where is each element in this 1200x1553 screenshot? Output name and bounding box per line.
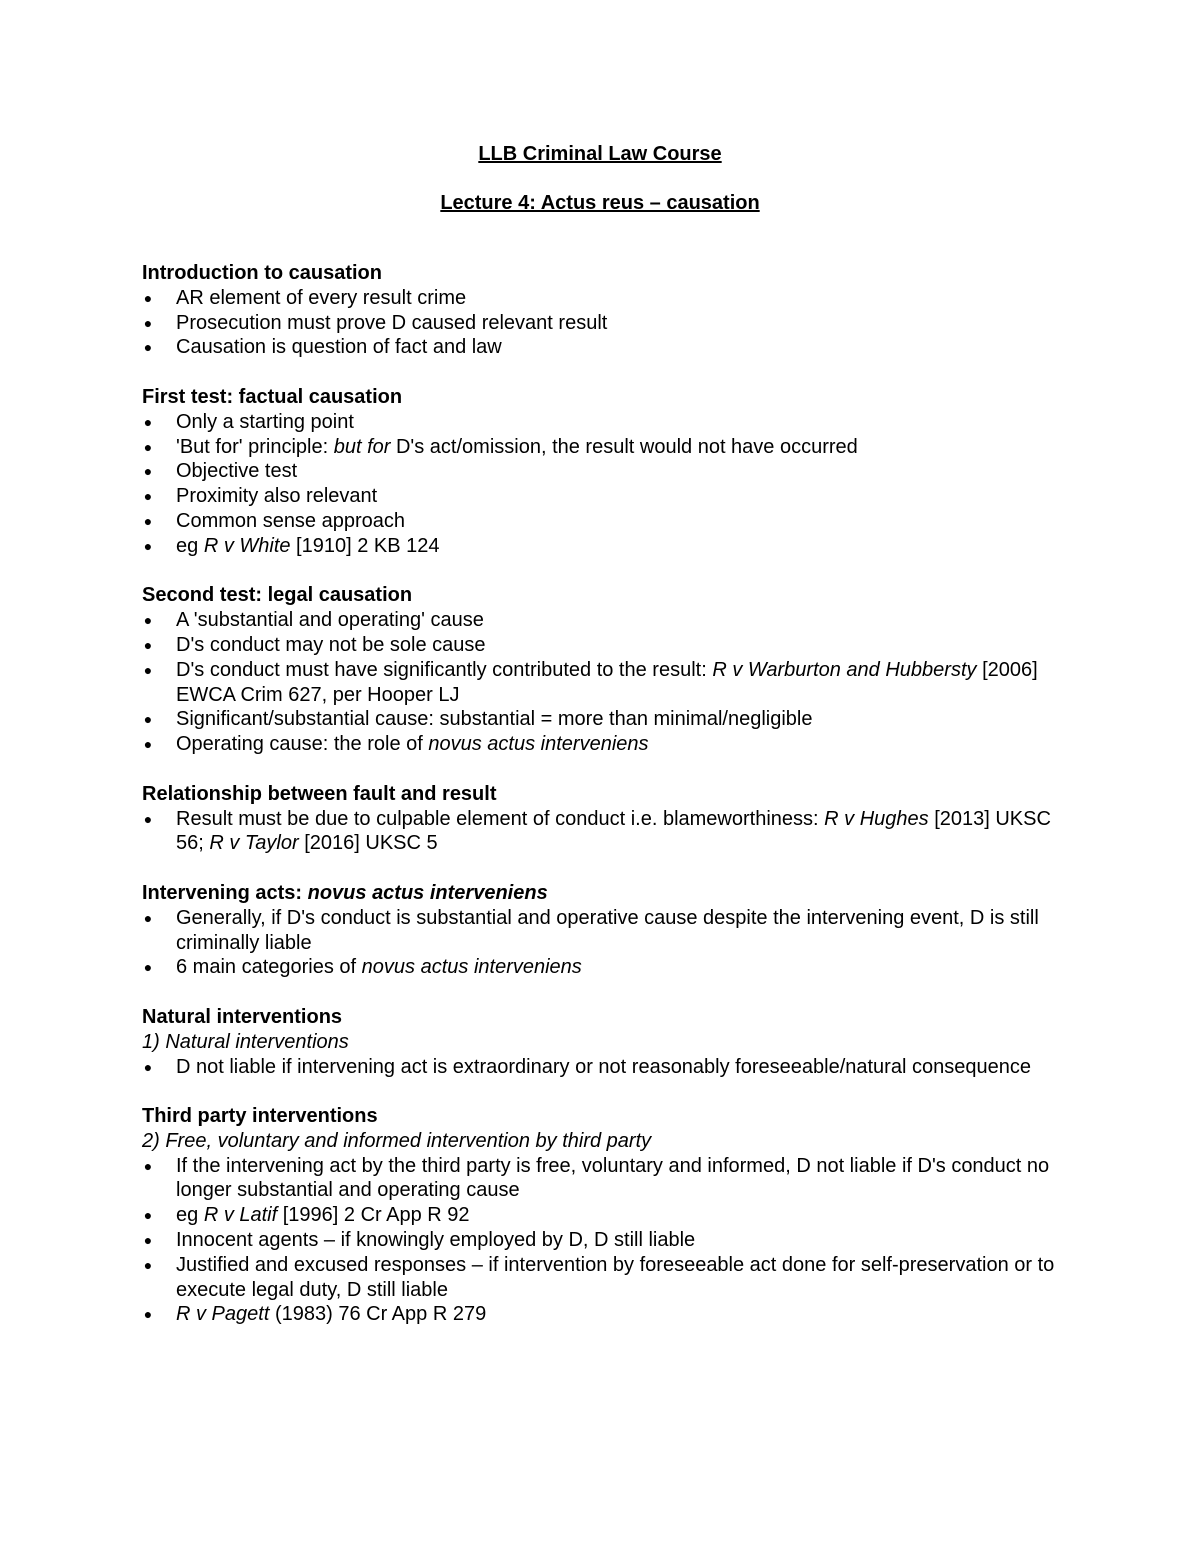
bullet-icon: ● [143, 413, 153, 430]
section-heading-text: Introduction to causation [142, 262, 382, 284]
bullet-list [142, 286, 1072, 360]
list-item-text: [1910] 2 KB 124 [290, 534, 440, 557]
list-item-text: Significant/substantial cause: substantial = more than minimal/negligible [176, 708, 813, 731]
list-item-text: Only a starting point [176, 410, 354, 433]
list-item-text: Prosecution must prove D caused relevant result [176, 311, 608, 334]
list-item [142, 311, 1072, 336]
section-heading-text: First test: factual causation [142, 385, 403, 408]
list-item [142, 1154, 1072, 1204]
case-citation: R v Taylor [209, 832, 299, 855]
section-subheading: 2) Free, voluntary and informed intervention by third party [142, 1129, 652, 1152]
bullet-icon: ● [143, 1207, 153, 1224]
section-heading [142, 1005, 1072, 1030]
section-subheading: 1) Natural interventions [142, 1030, 349, 1053]
section-heading-text: Relationship between fault and result [142, 782, 497, 805]
bullet-icon: ● [143, 1058, 153, 1075]
lecture-title: Lecture 4: Actus reus – causation [440, 192, 760, 214]
section-heading [142, 261, 1072, 286]
list-item-text: Innocent agents – if knowingly employed by D, D still liable [176, 1229, 696, 1252]
list-item [142, 1055, 1072, 1080]
bullet-list [142, 906, 1072, 980]
bullet-list [142, 608, 1072, 757]
list-item [142, 335, 1072, 360]
bullet-icon: ● [143, 339, 153, 356]
case-citation: novus actus interveniens [428, 733, 649, 756]
list-item-text: Result must be due to culpable element of conduct i.e. blameworthiness: [176, 807, 825, 830]
list-item-text: [2016] UKSC 5 [298, 832, 438, 855]
list-item [142, 286, 1072, 311]
list-item-text: [2013] UKSC 56; [176, 807, 1051, 855]
section-heading-text: Intervening acts: [142, 881, 308, 904]
list-item-text: D not liable if intervening act is extraordinary or not reasonably foreseeable/natural consequence [176, 1055, 1031, 1078]
list-item-text: If the intervening act by the third party is free, voluntary and informed, D not liable if D's conduct no longer substantial and operating cause [176, 1154, 1050, 1202]
section-heading [142, 385, 1072, 410]
list-item-text: D's act/omission, the result would not have occurred [390, 435, 858, 458]
bullet-icon: ● [143, 314, 153, 331]
list-item-text: 'But for' principle: [176, 435, 334, 458]
list-item [142, 732, 1072, 757]
bullet-icon: ● [143, 1306, 153, 1323]
list-item [142, 807, 1072, 857]
section [142, 261, 1072, 360]
bullet-list [142, 807, 1072, 857]
list-item-text: D's conduct must have significantly contributed to the result: [176, 658, 713, 681]
section-heading-text: Natural interventions [142, 1005, 343, 1028]
list-item [142, 658, 1072, 708]
case-citation: R v Latif [203, 1204, 278, 1227]
list-item [142, 1302, 1072, 1327]
document-title: LLB Criminal Law Course [478, 143, 722, 165]
bullet-icon: ● [143, 1157, 153, 1174]
list-item-text: Causation is question of fact and law [176, 336, 502, 359]
list-item [142, 707, 1072, 732]
lecture-notes [142, 261, 1072, 1352]
section-heading-text: Third party interventions [142, 1105, 378, 1128]
list-item-text: [1996] 2 Cr App R 92 [277, 1204, 470, 1227]
case-citation: R v Warburton and Hubbersty [712, 658, 977, 681]
case-citation: R v White [203, 534, 291, 557]
bullet-icon: ● [143, 736, 153, 753]
case-citation: but for [333, 435, 391, 458]
list-item-text: Justified and excused responses – if intervention by foreseeable act done for self-preservation or to execute legal duty, D still liable [176, 1253, 1055, 1301]
bullet-icon: ● [143, 289, 153, 306]
list-item [142, 459, 1072, 484]
list-item [142, 906, 1072, 956]
list-item-text: Common sense approach [176, 509, 406, 532]
bullet-icon: ● [143, 636, 153, 653]
list-item [142, 509, 1072, 534]
list-item-text: Proximity also relevant [176, 485, 378, 508]
section-heading-text: Second test: legal causation [142, 584, 413, 607]
bullet-icon: ● [143, 537, 153, 554]
section [142, 583, 1072, 757]
list-item [142, 534, 1072, 559]
section [142, 881, 1072, 980]
list-item [142, 1228, 1072, 1253]
list-item-text: Generally, if D's conduct is substantial and operative cause despite the intervening event, D is still criminally liable [176, 906, 1039, 954]
bullet-icon: ● [143, 711, 153, 728]
list-item [142, 484, 1072, 509]
section [142, 1005, 1072, 1079]
case-citation: R v Hughes [824, 807, 929, 830]
list-item [142, 1253, 1072, 1303]
list-item-text: Objective test [176, 460, 298, 483]
section [142, 1104, 1072, 1327]
list-item-text: Operating cause: the role of [176, 733, 429, 756]
bullet-icon: ● [143, 909, 153, 926]
section-heading-italic: novus actus interveniens [307, 881, 548, 904]
list-item [142, 435, 1072, 460]
section-heading [142, 1104, 1072, 1129]
list-item [142, 955, 1072, 980]
list-item-text: AR element of every result crime [176, 286, 467, 309]
bullet-list [142, 1154, 1072, 1328]
list-item-text: eg [176, 534, 204, 557]
bullet-list [142, 410, 1072, 559]
bullet-list [142, 1055, 1072, 1080]
section-heading [142, 583, 1072, 608]
bullet-icon: ● [143, 612, 153, 629]
list-item-text: (1983) 76 Cr App R 279 [269, 1303, 487, 1326]
section [142, 385, 1072, 559]
bullet-icon: ● [143, 438, 153, 455]
list-item-text: D's conduct may not be sole cause [176, 633, 486, 656]
list-item [142, 1203, 1072, 1228]
bullet-icon: ● [143, 488, 153, 505]
bullet-icon: ● [143, 463, 153, 480]
list-item-text: eg [176, 1204, 204, 1227]
section-heading [142, 881, 1072, 906]
list-item [142, 633, 1072, 658]
bullet-icon: ● [143, 1232, 153, 1249]
bullet-icon: ● [143, 810, 153, 827]
bullet-icon: ● [143, 661, 153, 678]
case-citation: novus actus interveniens [361, 956, 582, 979]
list-item-text: 6 main categories of [176, 956, 362, 979]
section-heading [142, 782, 1072, 807]
list-item-text: [2006] EWCA Crim 627, per Hooper LJ [176, 658, 1038, 706]
list-item [142, 608, 1072, 633]
bullet-icon: ● [143, 512, 153, 529]
list-item-text: A 'substantial and operating' cause [176, 609, 484, 632]
bullet-icon: ● [143, 959, 153, 976]
bullet-icon: ● [143, 1256, 153, 1273]
case-citation: R v Pagett [176, 1303, 270, 1326]
list-item [142, 410, 1072, 435]
section [142, 782, 1072, 856]
